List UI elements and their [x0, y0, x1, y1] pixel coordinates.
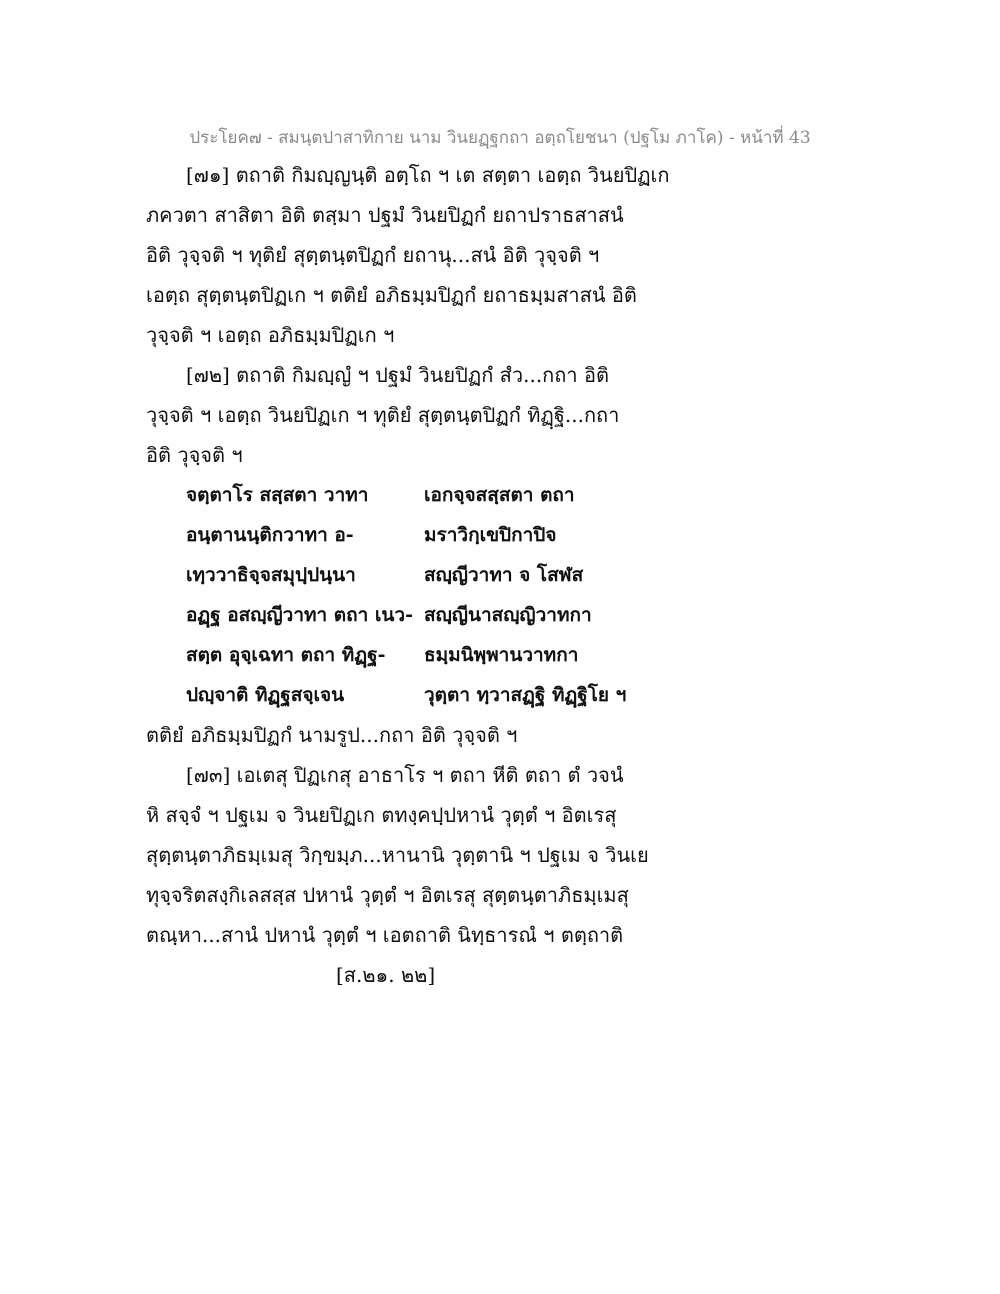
paragraph-line: [๗๑] ตถาติ กิมญฺญนฺติ อตฺโถ ฯ เต สตฺตา เอตฺถ วินยปิฏเก: [186, 163, 670, 187]
paragraph-line: อิติ วุจฺจติ ฯ ทุติยํ สุตฺตนฺตปิฏกํ ยถานุ...สนํ อิติ วุจฺจติ ฯ: [146, 243, 600, 267]
paragraph-line: อิติ วุจฺจติ ฯ: [146, 443, 243, 467]
verse-right: ธมฺมนิพฺพานวาทกา: [424, 644, 579, 666]
paragraph-line: ภควตา สาสิตา อิติ ตสฺมา ปฐมํ วินยปิฏกํ ยถาปราธสาสนํ: [146, 203, 624, 227]
verse-right: วุตฺตา ทฺวาสฏฺฐิ ทิฏฺฐิโย ฯ: [424, 684, 627, 706]
paragraph-line: เอตฺถ สุตฺตนฺตปิฏเก ฯ ตติยํ อภิธมฺมปิฏกํ ยถาธมฺมสาสนํ อิติ: [146, 283, 637, 307]
page-header: ประโยค๗ - สมนฺตปาสาทิกาย นาม วินยฏฺฐกถา อตฺถโยชนา (ปฐโม ภาโค) - หน้าที่ 43: [189, 128, 811, 148]
paragraph-line: ทุจฺจริตสงฺกิเลสสฺส ปหานํ วุตฺตํ ฯ อิตเรสุ สุตฺตนฺตาภิธมฺเมสุ: [146, 883, 629, 907]
verse-right: เอกจฺจสสฺสตา ตถา: [424, 484, 575, 506]
verse-right: สญฺญีวาทา จ โสฬส: [424, 564, 584, 586]
verse-right: สญฺญีนาสญฺญิวาทกา: [424, 604, 592, 626]
paragraph-line: [๗๓] เอเตสุ ปิฏเกสุ อาธาโร ฯ ตถา หีติ ตถา ตํ วจนํ: [186, 763, 624, 787]
verse-left: ปญฺจาติ ทิฏฺฐสจฺเจน: [186, 684, 345, 706]
source-reference: [ส.๒๑. ๒๒]: [336, 963, 436, 987]
paragraph-line: วุจฺจติ ฯ เอตฺถ อภิธมฺมปิฏเก ฯ: [146, 323, 395, 347]
paragraph-line: ตติยํ อภิธมฺมปิฏกํ นามรูป...กถา อิติ วุจฺจติ ฯ: [146, 723, 518, 747]
verse-left: เทฺววาธิจฺจสมุปฺปนฺนา: [186, 564, 356, 586]
paragraph-line: [๗๒] ตถาติ กิมญฺญํ ฯ ปฐมํ วินยปิฏกํ สํว...กถา อิติ: [186, 363, 609, 387]
paragraph-line: สุตฺตนฺตาภิธมฺเมสุ วิกฺขมฺภ...หานานิ วุตฺตานิ ฯ ปฐเม จ วินเย: [146, 843, 649, 867]
verse-left: อนฺตานนฺติกวาทา อ-: [186, 524, 354, 546]
verse-left: จตฺตาโร สสฺสตา วาทา: [186, 484, 369, 506]
verse-left: อฏฺฐ อสญฺญีวาทา ตถา เนว-: [186, 604, 413, 626]
verse-left: สตฺต อุจฺเฉทา ตถา ทิฏฺฐ-: [186, 644, 386, 666]
paragraph-line: ตณฺหา...สานํ ปหานํ วุตฺตํ ฯ เอตถาติ นิทฺธารณํ ฯ ตตฺถาติ: [146, 923, 624, 947]
verse-right: มราวิกฺเขปิกาปิจ: [424, 524, 557, 546]
paragraph-line: วุจฺจติ ฯ เอตฺถ วินยปิฏเก ฯ ทุติยํ สุตฺตนฺตปิฏกํ ทิฏฺฐิ...กถา: [146, 403, 620, 427]
paragraph-line: หิ สจฺจํ ฯ ปฐเม จ วินยปิฏเก ตทงฺคปฺปหานํ วุตฺตํ ฯ อิตเรสุ: [146, 803, 617, 827]
